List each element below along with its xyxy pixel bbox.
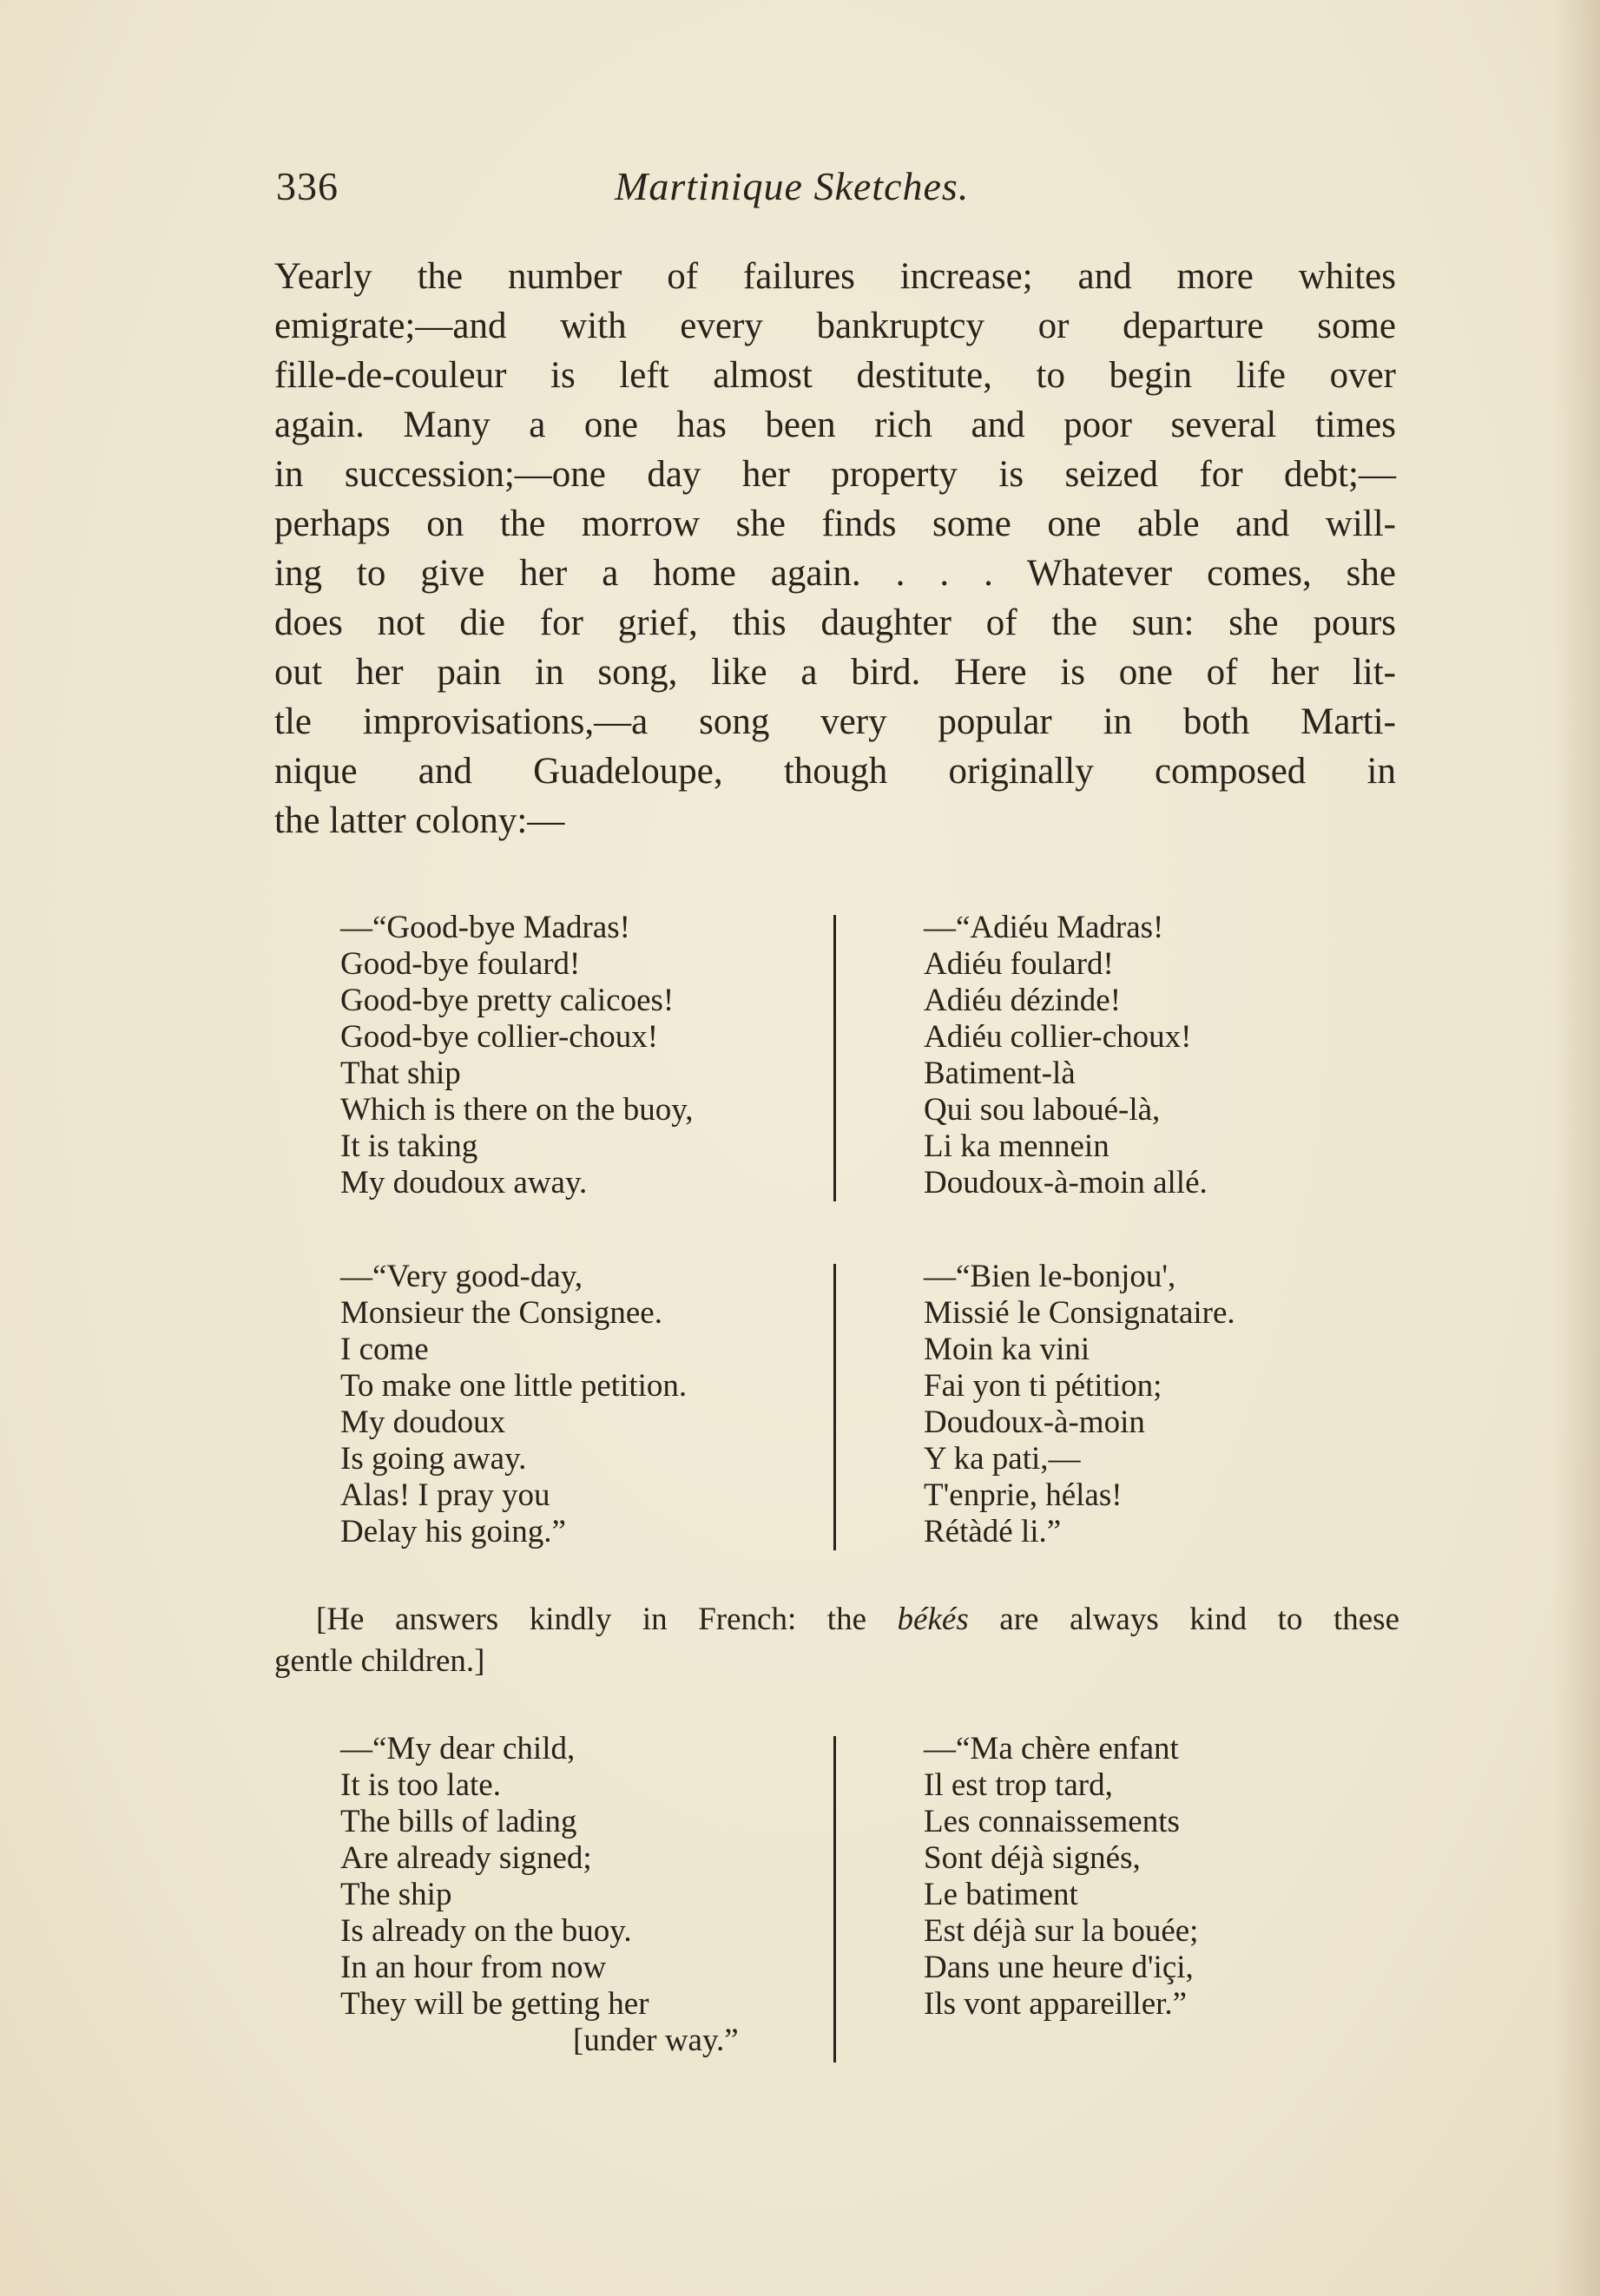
verse-line-english: It is too late. <box>340 1767 501 1803</box>
prose-line: ing to give her a home again. . . . Whatever comes, she <box>274 553 1396 594</box>
column-divider <box>833 915 836 1201</box>
verse-line-french: Il est trop tard, <box>924 1767 1113 1803</box>
prose-paragraph <box>274 252 1396 845</box>
verse-line-french: Adiéu dézinde! <box>924 983 1122 1018</box>
verse-stanza-3 <box>340 1731 1347 2069</box>
prose-line: fille-de-couleur is left almost destitute, to begin life over <box>274 355 1396 396</box>
verse-line-french: Batiment-là <box>924 1056 1076 1091</box>
editorial-note <box>274 1599 1399 1682</box>
verse-line-english: Alas! I pray you <box>340 1477 550 1513</box>
verse-line-english: Are already signed; <box>340 1840 592 1876</box>
prose-line: in succession;—one day her property is seized for debt;— <box>274 454 1396 495</box>
note-line: gentle children.] <box>274 1643 485 1679</box>
verse-line-english: The ship <box>340 1877 452 1912</box>
note-text-before: [He answers kindly in French: the <box>316 1602 898 1637</box>
prose-line: the latter colony:— <box>274 800 565 841</box>
verse-line-french: Moin ka vini <box>924 1332 1090 1367</box>
running-title: Martinique Sketches. <box>615 164 970 208</box>
verse-line-french: Ils vont appareiller.” <box>924 1986 1188 2022</box>
verse-line-french: Les connaissements <box>924 1804 1180 1839</box>
verse-line-french: Doudoux-à-moin allé. <box>924 1165 1208 1201</box>
prose-line: tle improvisations,—a song very popular in both Marti- <box>274 701 1396 742</box>
verse-line-english: Good-bye collier-choux! <box>340 1019 659 1055</box>
verse-line-french: —“Ma chère enfant <box>924 1731 1179 1766</box>
note-text-after: are always kind to these <box>968 1602 1399 1637</box>
verse-stanza-2 <box>340 1259 1347 1554</box>
verse-french-column <box>924 1259 1358 1550</box>
verse-line-french: —“Adiéu Madras! <box>924 910 1164 945</box>
verse-line-english: My doudoux away. <box>340 1165 588 1201</box>
verse-line-french: Rétàdé li.” <box>924 1514 1062 1549</box>
prose-line: does not die for grief, this daughter of the sun: she pours <box>274 602 1396 643</box>
verse-line-french: T'enprie, hélas! <box>924 1477 1123 1513</box>
prose-line: emigrate;—and with every bankruptcy or departure some <box>274 306 1396 346</box>
verse-line-english: In an hour from now <box>340 1950 607 1985</box>
prose-line: nique and Guadeloupe, though originally composed in <box>274 751 1396 792</box>
prose-line: out her pain in song, like a bird. Here is one of her lit- <box>274 652 1396 693</box>
verse-line-french: Adiéu collier-choux! <box>924 1019 1192 1055</box>
verse-line-english: That ship <box>340 1056 461 1091</box>
verse-line-french: Li ka mennein <box>924 1128 1109 1164</box>
running-head <box>276 163 1396 215</box>
verse-line-french: Missié le Consignataire. <box>924 1295 1235 1331</box>
verse-line-english: Good-bye pretty calicoes! <box>340 983 675 1018</box>
column-divider <box>833 1264 836 1550</box>
verse-french-column <box>924 1731 1358 2023</box>
verse-line-english: —“Good-bye Madras! <box>340 910 630 945</box>
verse-line-french: Doudoux-à-moin <box>924 1405 1145 1440</box>
note-line <box>274 1599 1399 1641</box>
verse-line-english: —“Very good-day, <box>340 1259 583 1294</box>
verse-line-english: I come <box>340 1332 429 1367</box>
verse-line-english: Delay his going.” <box>340 1514 566 1549</box>
page-number: 336 <box>276 164 339 208</box>
verse-line-english: [under way.” <box>573 2023 739 2058</box>
verse-line-french: Y ka pati,— <box>924 1441 1081 1477</box>
note-emphasis: békés <box>897 1602 969 1637</box>
verse-line-french: Qui sou laboué-là, <box>924 1092 1161 1128</box>
verse-english-column <box>340 1259 826 1550</box>
verse-line-french: Sont déjà signés, <box>924 1840 1141 1876</box>
verse-stanza-1 <box>340 910 1347 1205</box>
verse-line-english: Which is there on the buoy, <box>340 1092 694 1128</box>
verse-line-english: Good-bye foulard! <box>340 946 581 982</box>
verse-line-french: Fai yon ti pétition; <box>924 1368 1162 1404</box>
verse-line-french: Adiéu foulard! <box>924 946 1114 982</box>
verse-line-english: Is going away. <box>340 1441 527 1477</box>
verse-line-english: Is already on the buoy. <box>340 1913 632 1949</box>
verse-english-column <box>340 910 826 1201</box>
prose-line: perhaps on the morrow she finds some one able and will- <box>274 503 1396 544</box>
verse-line-english: They will be getting her <box>340 1986 649 2022</box>
verse-line-english: The bills of lading <box>340 1804 577 1839</box>
verse-line-french: Le batiment <box>924 1877 1078 1912</box>
verse-line-english: To make one little petition. <box>340 1368 688 1404</box>
column-divider <box>833 1736 836 2062</box>
verse-line-french: Dans une heure d'içi, <box>924 1950 1194 1985</box>
verse-line-english: My doudoux <box>340 1405 506 1440</box>
prose-line: again. Many a one has been rich and poor several times <box>274 405 1396 445</box>
verse-line-french: Est déjà sur la bouée; <box>924 1913 1199 1949</box>
verse-line-english: It is taking <box>340 1128 478 1164</box>
verse-english-column <box>340 1731 826 2059</box>
prose-line: Yearly the number of failures increase; and more whites <box>274 256 1396 297</box>
verse-line-english: —“My dear child, <box>340 1731 576 1766</box>
verse-line-english: Monsieur the Consignee. <box>340 1295 662 1331</box>
verse-line-french: —“Bien le-bonjou', <box>924 1259 1176 1294</box>
verse-french-column <box>924 910 1358 1201</box>
